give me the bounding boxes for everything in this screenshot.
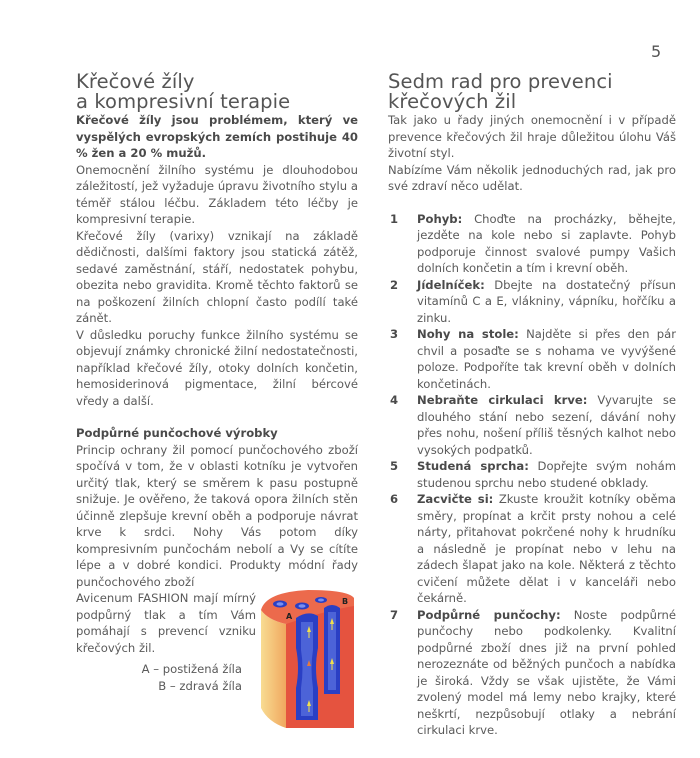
left-column xyxy=(76,72,358,656)
tip-title: Zacvičte si: xyxy=(417,492,494,506)
label-b: B xyxy=(342,597,349,606)
tip-text: Zkuste kroužit kotníky oběma směry, propínat a krčit prsty nohou a celé nárty, přitahovat pokrčené nohy k hrudníku a následně je propínat nebo v lehu na zádech šlapat jako na kole. Některá z těchto cvičení můžete dělat i v kanceláři nebo čekárně. xyxy=(417,492,676,605)
tips-list xyxy=(388,211,676,739)
tip-number: 3 xyxy=(390,327,399,341)
tip-title: Nebraňte cirkulaci krve: xyxy=(417,393,588,407)
tip-title: Pohyb: xyxy=(417,211,463,226)
tip-item xyxy=(388,211,676,277)
illustration-legend xyxy=(62,661,242,694)
tip-number: 1 xyxy=(390,211,399,226)
tip-number: 2 xyxy=(390,277,399,292)
tip-text: Vyvarujte se dlouhého stání nebo sezení, dávání nohy přes nohu, nošení příliš těsných kalhot nebo vysokých podpatků. xyxy=(417,393,676,457)
tip-title: Podpůrné punčochy: xyxy=(417,607,561,622)
body-paragraph: Křečové žíly (varixy) vznikají na základě dědičnosti, dalšími faktory jsou statická zátěž, sedavé zaměstnání, stáří, nedostatek pohybu, obezita nebo gravidita. Kromě těchto faktorů se na poškození žilních chlopní často podílí také zánět. xyxy=(76,228,358,325)
tip-item xyxy=(388,491,676,607)
tip-title: Studená sprcha: xyxy=(417,459,529,473)
left-title xyxy=(76,72,358,112)
right-title-line1: Sedm rad pro prevenci xyxy=(388,70,613,93)
sub-paragraph: Princip ochrany žil pomocí punčochového zboží spočívá v tom, že v oblasti kotníku je vytvořen určitý tlak, který se směrem k pasu postupně snižuje. Je ověřeno, že taková opora žilních stěn účinně zlepšuje krevní oběh a podporuje návrat krve k srdci. Nohy Vás potom díky kompresivním punčochám nebolí a Vy se cítíte lépe a v dobré kondici. Produkty módní řady punčochového zboží xyxy=(76,442,358,589)
tip-text: Dbejte na dostatečný přísun vitamínů C a E, vlákniny, vápníku, hořčíku a zinku. xyxy=(417,277,676,325)
right-column xyxy=(388,72,676,739)
tip-title: Nohy na stole: xyxy=(417,327,519,341)
tip-item xyxy=(388,392,676,458)
tip-item xyxy=(388,607,676,739)
intro-paragraph: Nabízíme Vám několik jednoduchých rad, jak pro své zdraví něco udělat. xyxy=(388,162,676,193)
tip-number: 4 xyxy=(390,393,399,407)
sub-paragraph-narrow: Avicenum FASHION mají mírný podpůrný tlak a tím Vám pomáhají s prevencí vzniku křečových žil. xyxy=(76,591,256,655)
left-title-line2: a kompresivní terapie xyxy=(76,90,291,113)
tip-item xyxy=(388,326,676,392)
legend-a: A – postižená žíla xyxy=(141,662,242,676)
tip-number: 6 xyxy=(390,492,399,506)
subheading: Podpůrné punčochové výrobky xyxy=(76,426,278,440)
label-a: A xyxy=(286,612,293,621)
tip-title: Jídelníček: xyxy=(417,277,485,292)
lead-paragraph: Křečové žíly jsou problémem, který ve vyspělých evropských zemích postihuje 40 % žen a 20 % mužů. xyxy=(76,113,358,160)
tip-text: Noste podpůrné punčochy nebo podkolenky. Kvalitní podpůrné zboží dnes již na první pohled nerozeznáte od běžných punčoch a nabídka je široká. Vždy se však ujistěte, že Vámi zvolený model má lemy nebo krajky, které neškrtí, nezpůsobují otlaky a nebrání cirkulaci krve. xyxy=(417,607,676,737)
body-paragraph: Onemocnění žilního systému je dlouhodobou záležitostí, jež vyžaduje úpravu životního stylu a téměř stálou léčbu. Základem této léčby je kompresivní terapie. xyxy=(76,162,358,226)
vein-illustration xyxy=(258,588,358,732)
left-title-line1: Křečové žíly xyxy=(76,70,195,93)
right-title xyxy=(388,72,676,112)
tip-item xyxy=(388,458,676,491)
tip-text: Choďte na procházky, běhejte, jezděte na kole nebo si zaplavte. Pohyb podporuje činnost svalové pumpy Vašich dolních končetin a tím i krevní oběh. xyxy=(417,211,676,275)
intro-paragraph: Tak jako u řady jiných onemocnění i v případě prevence křečových žil hraje důležitou úlohu Váš životní styl. xyxy=(388,113,676,160)
tip-number: 7 xyxy=(390,607,399,622)
tip-text: Dopřejte svým nohám studenou sprchu nebo studené obklady. xyxy=(417,459,676,490)
legend-b: B – zdravá žíla xyxy=(158,678,242,693)
body-paragraph: V důsledku poruchy funkce žilního systému se objevují známky chronické žilní nedostatečnosti, například křečové žíly, otoky dolních končetin, hemosiderinová pigmentace, žilní bércové vředy a další. xyxy=(76,327,358,408)
right-title-line2: křečových žil xyxy=(388,90,517,113)
tip-item xyxy=(388,277,676,327)
page-number: 5 xyxy=(651,42,662,61)
tip-text: Najděte si přes den pár chvil a posaďte se s nohama ve vyvýšené poloze. Podpoříte tak krevní oběh v dolních končetinách. xyxy=(417,327,676,391)
tip-number: 5 xyxy=(390,459,399,473)
